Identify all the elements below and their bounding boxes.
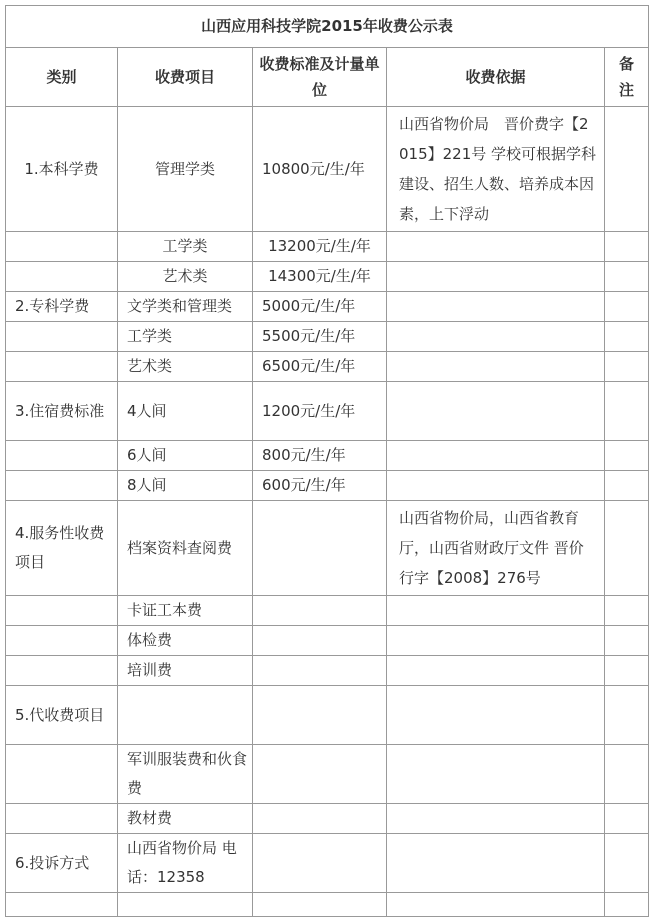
cell-standard: 14300元/生/年 [253,262,387,292]
cell-basis [387,292,605,322]
cell-note [605,232,649,262]
cell-category [6,441,118,471]
cell-note [605,834,649,893]
cell-standard [253,626,387,656]
cell-note [605,441,649,471]
cell-item: 文学类和管理类 [118,292,253,322]
cell-item: 卡证工本费 [118,596,253,626]
cell-note [605,626,649,656]
cell-item: 管理学类 [118,107,253,232]
table-title: 山西应用科技学院2015年收费公示表 [6,6,649,48]
cell-note [605,471,649,501]
cell-note [605,322,649,352]
cell-note [605,262,649,292]
cell-standard: 5500元/生/年 [253,322,387,352]
table-row [6,893,649,917]
cell-basis [387,745,605,804]
cell-standard [253,804,387,834]
cell-category [6,322,118,352]
cell-item: 8人间 [118,471,253,501]
cell-standard: 1200元/生/年 [253,382,387,441]
header-basis: 收费依据 [387,48,605,107]
table-row [6,232,649,262]
cell-category: 1.本科学费 [6,107,118,232]
cell-item: 6人间 [118,441,253,471]
table-row [6,656,649,686]
cell-basis [387,893,605,917]
cell-basis [387,262,605,292]
cell-basis [387,232,605,262]
cell-basis [387,686,605,745]
table-row [6,686,649,745]
cell-note [605,501,649,596]
cell-basis [387,804,605,834]
table-row [6,745,649,804]
cell-item: 山西省物价局 电话：12358 [118,834,253,893]
cell-item: 工学类 [118,232,253,262]
cell-item: 体检费 [118,626,253,656]
cell-category [6,656,118,686]
cell-category [6,804,118,834]
table-row [6,382,649,441]
cell-item: 4人间 [118,382,253,441]
cell-basis [387,656,605,686]
cell-note [605,686,649,745]
cell-category [6,596,118,626]
cell-basis [387,626,605,656]
table-row [6,262,649,292]
cell-item: 档案资料查阅费 [118,501,253,596]
cell-item: 艺术类 [118,262,253,292]
cell-standard [253,893,387,917]
table-row [6,501,649,596]
cell-category: 5.代收费项目 [6,686,118,745]
cell-note [605,382,649,441]
cell-basis [387,382,605,441]
header-item: 收费项目 [118,48,253,107]
cell-category: 4.服务性收费项目 [6,501,118,596]
cell-item: 艺术类 [118,352,253,382]
header-category: 类别 [6,48,118,107]
table-row [6,471,649,501]
cell-item: 军训服装费和伙食费 [118,745,253,804]
cell-category [6,232,118,262]
cell-category: 6.投诉方式 [6,834,118,893]
cell-standard: 13200元/生/年 [253,232,387,262]
cell-note [605,745,649,804]
table-row [6,107,649,232]
cell-standard [253,834,387,893]
table-row [6,834,649,893]
cell-category [6,745,118,804]
table-row [6,322,649,352]
cell-note [605,804,649,834]
cell-category [6,893,118,917]
table-title-row [6,6,649,48]
cell-item: 教材费 [118,804,253,834]
cell-basis [387,471,605,501]
table-row [6,352,649,382]
cell-item: 培训费 [118,656,253,686]
header-note: 备注 [605,48,649,107]
table-row [6,804,649,834]
cell-standard: 600元/生/年 [253,471,387,501]
cell-category [6,626,118,656]
cell-item [118,686,253,745]
cell-basis [387,322,605,352]
header-standard: 收费标准及计量单位 [253,48,387,107]
cell-standard [253,501,387,596]
cell-basis [387,441,605,471]
cell-category: 2.专科学费 [6,292,118,322]
cell-category [6,352,118,382]
table-row [6,292,649,322]
cell-note [605,596,649,626]
cell-category [6,262,118,292]
cell-note [605,107,649,232]
cell-standard [253,745,387,804]
cell-basis: 山西省物价局，山西省教育厅，山西省财政厅文件 晋价行字【2008】276号 [387,501,605,596]
cell-note [605,656,649,686]
header-row [6,48,649,107]
table-row [6,441,649,471]
table-row [6,596,649,626]
cell-item: 工学类 [118,322,253,352]
cell-note [605,352,649,382]
cell-category [6,471,118,501]
cell-basis [387,352,605,382]
fee-table [5,5,649,917]
cell-standard [253,596,387,626]
cell-basis: 山西省物价局 晋价费字【2015】221号 学校可根据学科建设、招生人数、培养成本因素，上下浮动 [387,107,605,232]
cell-note [605,292,649,322]
cell-standard [253,656,387,686]
cell-note [605,893,649,917]
cell-standard: 5000元/生/年 [253,292,387,322]
cell-basis [387,834,605,893]
cell-standard: 10800元/生/年 [253,107,387,232]
cell-standard: 800元/生/年 [253,441,387,471]
cell-standard: 6500元/生/年 [253,352,387,382]
cell-item [118,893,253,917]
cell-basis [387,596,605,626]
cell-category: 3.住宿费标准 [6,382,118,441]
cell-standard [253,686,387,745]
table-row [6,626,649,656]
